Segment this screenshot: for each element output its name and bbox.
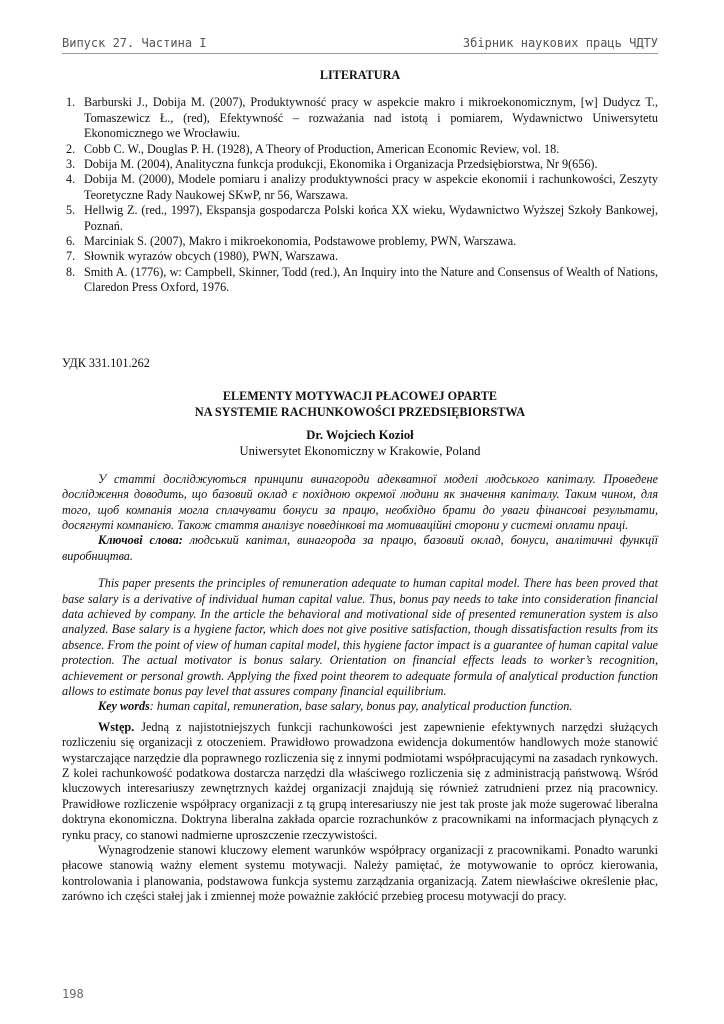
article-title (62, 389, 658, 420)
reference-item (62, 249, 658, 264)
reference-item (62, 172, 658, 203)
intro-paragraph (62, 720, 658, 843)
abstract-english: This paper presents the principles of remuneration adequate to human capital model. There has been proved that base salary is a derivative of individual human capital value. Thus, bonus pay needs to take into consideration financial data achieved by company. In the article the behavioral and motivational side of presented remuneration system is also analyzed. Base salary is a hygiene factor, which does not give positive satisfaction, though dissatisfaction results from its absence. From the point of view of human capital model, this hygiene factor impact is a guarantee of human capital value protection. The actual motivator is bonus salary. Orientation on financial effects leads to worker’s recognition, achievement or personal growth. Applying the fixed point theorem to adequate formula of analytical production function allows to estimate bonus pay level that assures company financial equilibrium. (62, 576, 658, 698)
reference-text: Dobija M. (2004), Analityczna funkcja produkcji, Ekonomika i Organizacja Przedsiębiorstwa, Nr 9(656). (84, 157, 598, 172)
keywords-english-label: Key words (98, 699, 150, 714)
page-content (62, 68, 658, 905)
reference-text: Słownik wyrazów obcych (1980), PWN, Warszawa. (84, 249, 338, 264)
keywords-english-text: : human capital, remuneration, base salary, bonus pay, analytical production function. (149, 699, 573, 714)
udk-code: УДК 331.101.262 (62, 355, 150, 370)
reference-number: 7. (66, 249, 76, 264)
running-header (62, 36, 658, 54)
body-paragraph-2: Wynagrodzenie stanowi kluczowy element warunków współpracy organizacji z pracownikami. Ponadto warunki płacowe stanowią ważny element systemu motywacji. Należy pamiętać, że motywowanie to oprócz kierowania, kontrolowania i planowania, podstawowa funkcja systemu zarządzania organizacją. Zatem niewłaściwe określenie płac, zarówno ich części stałej jak i zmiennej może poważnie zakłócić przebieg procesu motywacji do pracy. (62, 843, 658, 904)
reference-text: Dobija M. (2000), Modele pomiaru i analizy produktywności pracy w aspekcie ekonomii i rachunkowości, Zeszyty Teoretyczne Rady Naukowej SKwP, nr 56, Warszawa. (84, 172, 658, 202)
article-author: Dr. Wojciech Kozioł (306, 427, 414, 442)
keywords-ukrainian (62, 533, 658, 564)
literature-heading: LITERATURA (319, 68, 401, 82)
reference-text: Smith A. (1776), w: Campbell, Skinner, Todd (red.), An Inquiry into the Nature and Consensus of Wealth of Nations, Claredon Press Oxford, 1976. (84, 264, 658, 295)
keywords-english (62, 699, 658, 714)
reference-item (62, 157, 658, 172)
abstract-ukrainian: У статті досліджуються принципи винагороди адекватної моделі людського капіталу. Проведене дослідження доводить, що базовий оклад є похідною окремої людини як значення капіталу. Таким чином, для того, щоб компанія могла сплачувати бонуси за працю, необхідно брати до уваги фінансові результати, досягнуті компанією. Також стаття аналізує поведінкові та мотиваційні сторони у системі оплати праці. (62, 471, 658, 532)
reference-number: 1. (66, 95, 76, 110)
reference-item (62, 203, 658, 234)
reference-text: Hellwig Z. (red., 1997), Ekspansja gospodarcza Polski końca XX wieku, Wydawnictwo Wyższej Szkoły Bankowej, Poznań. (84, 203, 658, 233)
reference-number: 3. (66, 157, 76, 172)
keywords-ukrainian-label: Ключові слова: (98, 533, 183, 548)
reference-number: 6. (66, 234, 76, 249)
reference-number: 8. (66, 264, 76, 279)
reference-text: Marciniak S. (2007), Makro i mikroekonomia, Podstawowe problemy, PWN, Warszawa. (84, 234, 517, 249)
reference-number: 4. (66, 172, 76, 187)
reference-item (62, 142, 658, 157)
header-issue: Випуск 27. Частина I (62, 36, 207, 50)
author-affiliation: Uniwersytet Ekonomiczny w Krakowie, Poland (239, 444, 481, 459)
reference-number: 2. (66, 141, 76, 156)
header-journal: Збірник наукових праць ЧДТУ (462, 36, 658, 50)
reference-text: Cobb C. W., Douglas P. H. (1928), A Theory of Production, American Economic Review, vol. 18. (84, 141, 560, 156)
keywords-ukrainian-text: людський капітал, винагорода за працю, базовий оклад, бонуси, аналітичні функції виробництва. (62, 533, 658, 563)
reference-list (62, 95, 658, 295)
reference-item (62, 265, 658, 296)
reference-item (62, 234, 658, 249)
reference-number: 5. (66, 203, 76, 218)
intro-text: Jedną z najistotniejszych funkcji rachunkowości jest zapewnienie efektywnych narzędzi służących rozliczeniu się organizacji z otoczeniem. Prawidłowo prowadzona ewidencja dokumentów handlowych może stanowić wystarczające narzędzie dla poprawnego rozliczenia się z innymi podmiotami współpracującymi na zasadach rynkowych. Z kolei rachunkowość podatkowa dostarcza narzędzi dla właściwego rozliczenia się z administracją państwową. Wśród kluczowych interesariuszy zewnętrznych każdej organizacji znajdują się również zatrudnieni przez nią pracownicy. Prawidłowe rozliczenie współpracy organizacji z tą grupą interesariuszy nie jest tak proste jak może sugerować liberalna doktryna ekonomiczna. Doktryna liberalna zakłada oparcie rozrachunków z pracownikami na informacjach płynących z rynku pracy, co stanowi nadmierne uproszczenie rzeczywistości. (62, 719, 658, 842)
reference-item (62, 95, 658, 141)
article-title-line-1: ELEMENTY MOTYWACJI PŁACOWEJ OPARTE (222, 389, 498, 404)
article-title-line-2: NA SYSTEMIE RACHUNKOWOŚCI PRZEDSIĘBIORSTWA (194, 404, 526, 419)
page-number: 198 (62, 987, 84, 1001)
reference-text: Barburski J., Dobija M. (2007), Produktywność pracy w aspekcie makro i mikroekonomicznym, [w] Dudycz T., Tomaszewicz Ł., (red), Efektywność – rozważania nad istotą i pomiarem, Wydawnictwo Uniwersytetu Ekonomicznego we Wrocławiu. (84, 95, 658, 141)
intro-label: Wstęp. (98, 719, 135, 734)
